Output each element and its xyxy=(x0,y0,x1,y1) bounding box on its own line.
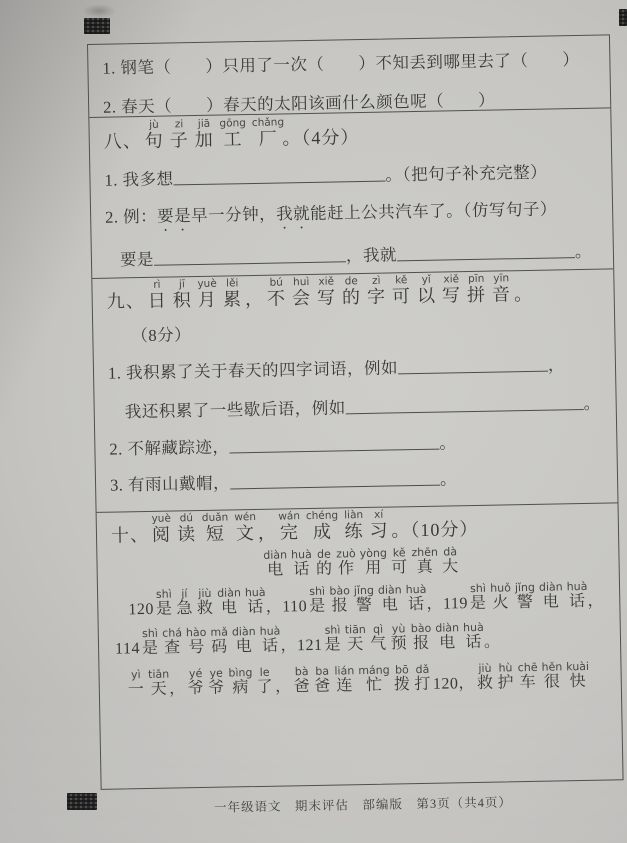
pinyin-annotated-char: 音yīn xyxy=(491,272,512,305)
pinyin-annotated-char: 护hù xyxy=(497,661,515,692)
question-item xyxy=(105,195,605,236)
text-run: 120 xyxy=(128,600,155,619)
pinyin-annotated-char: 号hào xyxy=(185,625,207,657)
pinyin-annotated-char: 加jiā xyxy=(194,117,214,151)
text-run: 2. 春天（ ）春天的太阳该画什么颜色呢（ ） xyxy=(102,90,496,117)
pinyin-annotated-char: 话huà xyxy=(244,585,266,617)
text-run: 。（把句子补充完整） xyxy=(385,162,548,185)
answer-blank xyxy=(154,248,346,266)
text-run: ， xyxy=(257,522,278,543)
section-eight xyxy=(89,108,613,279)
emphasized-text: 要是 xyxy=(156,206,192,226)
text-run: 。 xyxy=(483,633,501,651)
pinyin-annotated-char: 连lián xyxy=(334,664,355,695)
pinyin-annotated-char: 火huǒ xyxy=(490,581,512,612)
answer-blank xyxy=(346,396,584,414)
pinyin-annotated-char: 日rì xyxy=(147,278,167,311)
pinyin-annotated-char: 拼pīn xyxy=(466,272,487,306)
answer-blank xyxy=(173,168,385,186)
passage-title xyxy=(111,543,610,582)
pinyin-annotated-char: 车chē xyxy=(517,660,538,692)
question-item xyxy=(110,463,609,496)
text-run: 120， xyxy=(432,674,476,693)
pinyin-annotated-char: 练liàn xyxy=(344,509,364,542)
pinyin-annotated-char: 一yì xyxy=(127,668,145,699)
pinyin-annotated-char: 是shì xyxy=(155,587,173,618)
pinyin-annotated-char: 爸ba xyxy=(313,664,331,695)
pinyin-annotated-char: 积jī xyxy=(172,278,192,311)
question-item xyxy=(102,46,601,79)
text-run: 1. 钢笔（ ）只用了一次（ ）不知丢到哪里去了（ ） xyxy=(102,49,580,78)
text-run: 。 xyxy=(439,469,458,489)
section-ten xyxy=(97,503,623,789)
text-run: 要是 xyxy=(119,249,155,270)
pinyin-annotated-char: 读dú xyxy=(176,512,197,545)
pinyin-annotated-char: 不bú xyxy=(266,276,287,309)
pinyin-annotated-char: 句jù xyxy=(144,118,164,151)
text-run: 九、 xyxy=(106,290,145,312)
text-run: 能赶上公共汽车了。（仿写句子） xyxy=(309,199,558,223)
text-run: 。（10分） xyxy=(391,518,479,541)
text-run: 2. 例： xyxy=(105,206,158,227)
pinyin-annotated-char: 作zuò xyxy=(336,547,357,578)
answer-blank xyxy=(230,472,440,490)
section-eight-header xyxy=(103,112,603,154)
pinyin-annotated-char: 会huì xyxy=(291,275,312,309)
pinyin-annotated-char: 成chéng xyxy=(305,509,339,543)
text-run: 。（4分） xyxy=(282,127,360,149)
passage-line xyxy=(112,580,611,619)
text-run: 。 xyxy=(439,433,457,453)
pinyin-annotated-char: 码mǎ xyxy=(210,625,229,656)
print-mark xyxy=(84,18,110,34)
pinyin-annotated-char: 救jiù xyxy=(476,661,494,692)
text-run: ， xyxy=(168,680,186,698)
pinyin-annotated-char: 报bào xyxy=(410,621,432,653)
pinyin-annotated-char: 打dǎ xyxy=(414,662,432,694)
pinyin-annotated-char: 的de xyxy=(315,547,333,578)
pinyin-annotated-char: 电diàn xyxy=(435,621,460,652)
pinyin-annotated-char: 是shì xyxy=(308,584,326,616)
pinyin-annotated-char: 忙máng xyxy=(358,663,391,695)
pinyin-annotated-char: 阅yuè xyxy=(151,512,172,545)
pinyin-annotated-char: 报bào xyxy=(329,584,351,615)
pinyin-annotated-char: 电diàn xyxy=(377,583,403,614)
paper-smudge xyxy=(82,4,116,18)
pinyin-annotated-char: 工gōng xyxy=(219,117,247,150)
pinyin-annotated-char: 爷ye xyxy=(207,666,225,697)
question-item xyxy=(104,158,603,191)
section-nine xyxy=(92,269,617,513)
pinyin-annotated-char: 话huà xyxy=(462,620,485,652)
pinyin-annotated-char: 气qì xyxy=(369,622,387,653)
pinyin-annotated-char: 可kě xyxy=(391,274,412,307)
page-footer: 一年级语文 期末评估 部编版 第3页（共4页） xyxy=(213,795,513,815)
print-mark xyxy=(619,9,627,26)
pinyin-annotated-char: 的de xyxy=(341,275,362,308)
pinyin-annotated-char: 天tiān xyxy=(147,667,170,698)
pinyin-annotated-char: 查chá xyxy=(162,626,183,657)
pinyin-annotated-char: 子zi xyxy=(169,118,189,151)
passage-line xyxy=(113,619,612,658)
pinyin-annotated-char: 救jiù xyxy=(196,586,214,618)
pinyin-annotated-char: 话huà xyxy=(405,582,427,614)
pinyin-annotated-char: 字zì xyxy=(366,274,387,307)
pinyin-annotated-char: 快kuài xyxy=(566,659,590,691)
pinyin-annotated-char: 厂chǎng xyxy=(251,116,285,149)
text-run: ，我就 xyxy=(345,245,398,266)
pinyin-annotated-char: 话huà xyxy=(259,624,281,655)
pinyin-annotated-char: 累lěi xyxy=(222,277,243,310)
answer-line xyxy=(106,238,605,271)
pinyin-annotated-char: 写xiě xyxy=(316,275,337,308)
text-run: 。 xyxy=(574,241,593,262)
pinyin-annotated-char: 真zhēn xyxy=(411,545,439,577)
pinyin-annotated-char: 是shì xyxy=(324,623,342,654)
answer-blank xyxy=(398,358,548,375)
section-nine-header xyxy=(106,272,606,314)
text-run: 。 xyxy=(513,283,534,305)
text-run: 我还积累了一些歇后语，例如 xyxy=(124,398,346,422)
pinyin-annotated-char: 电diàn xyxy=(217,586,242,617)
text-run: 早一分钟， xyxy=(190,204,277,226)
pinyin-annotated-char: 话huà xyxy=(290,547,313,579)
text-run: ，121 xyxy=(280,636,323,655)
text-run: ， xyxy=(587,592,605,610)
pinyin-annotated-char: 文wén xyxy=(234,510,257,544)
pinyin-annotated-char: 天tiān xyxy=(344,622,367,654)
text-run: ，119 xyxy=(426,595,469,613)
pinyin-annotated-char: 是shì xyxy=(469,581,487,613)
emphasized-text: 我就 xyxy=(275,203,311,224)
pinyin-annotated-char: 月yuè xyxy=(197,277,218,311)
text-run: ， xyxy=(275,678,292,696)
text-run: （8分） xyxy=(131,325,192,346)
pinyin-annotated-char: 写xiě xyxy=(441,273,462,306)
answer-blank xyxy=(397,244,575,261)
pinyin-annotated-char: 病bìng xyxy=(228,666,253,697)
pinyin-annotated-char: 电diàn xyxy=(538,580,564,611)
text-run: ， xyxy=(547,355,566,375)
section-seven-continued xyxy=(88,35,610,118)
pinyin-annotated-char: 电diàn xyxy=(263,548,288,579)
pinyin-annotated-char: 用yòng xyxy=(359,546,388,578)
question-item xyxy=(109,427,608,460)
pinyin-annotated-char: 了le xyxy=(256,665,274,696)
text-run: 2. 不解藏踪迹， xyxy=(109,437,230,459)
pinyin-annotated-char: 爸bà xyxy=(293,665,311,696)
pinyin-annotated-char: 可kě xyxy=(390,546,408,577)
pinyin-annotated-char: 很hěn xyxy=(541,660,563,691)
text-run: 十、 xyxy=(110,524,150,546)
passage-line xyxy=(113,660,612,699)
text-run: ， xyxy=(244,288,265,310)
pinyin-annotated-char: 警jǐng xyxy=(514,580,536,612)
text-run: 1. 我多想 xyxy=(104,169,174,190)
pinyin-annotated-char: 预yù xyxy=(390,622,408,653)
pinyin-annotated-char: 短duǎn xyxy=(201,511,229,544)
pinyin-annotated-char: 爷yé xyxy=(187,666,205,698)
pinyin-annotated-char: 完wán xyxy=(278,510,301,543)
pinyin-annotated-char: 电diàn xyxy=(231,625,257,656)
text-run: 八、 xyxy=(103,131,142,152)
pinyin-annotated-char: 以yǐ xyxy=(416,273,437,306)
pinyin-annotated-char: 习xí xyxy=(369,508,389,541)
text-run: ，110 xyxy=(265,598,308,616)
text-run: 。 xyxy=(583,393,601,413)
pinyin-annotated-char: 大dà xyxy=(441,545,459,576)
pinyin-annotated-char: 话huà xyxy=(566,579,588,611)
text-run: 1. 我积累了关于春天的四字词语，例如 xyxy=(107,358,399,383)
text-run: 114 xyxy=(114,640,141,658)
print-mark xyxy=(67,793,97,810)
pinyin-annotated-char: 警jǐng xyxy=(353,583,375,615)
exam-sheet xyxy=(87,34,625,833)
exam-table xyxy=(87,34,624,789)
text-run: 3. 有雨山戴帽， xyxy=(109,473,231,495)
question-item xyxy=(108,351,607,384)
question-item-continued xyxy=(109,390,608,423)
pinyin-annotated-char: 急jí xyxy=(175,587,194,618)
pinyin-annotated-char: 拨bō xyxy=(393,663,411,694)
pinyin-annotated-char: 是shì xyxy=(141,626,159,658)
answer-blank xyxy=(229,436,439,454)
section-nine-score xyxy=(107,314,606,347)
section-ten-header xyxy=(111,506,611,548)
